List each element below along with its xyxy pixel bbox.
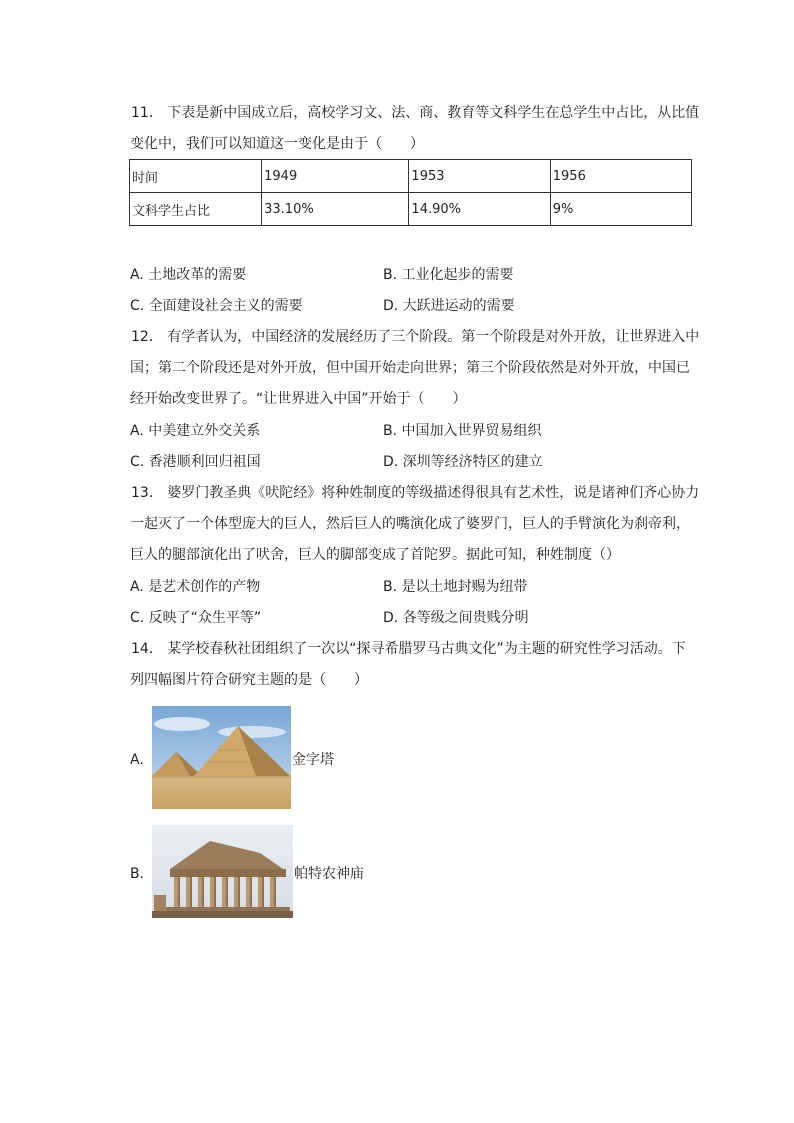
- q12-stem-line-3: 经开始改变世界了。“让世界进入中国”开始于（ ）: [130, 391, 467, 407]
- parthenon-image[interactable]: [152, 825, 293, 918]
- pyramid-image[interactable]: [152, 706, 291, 809]
- table-row: [130, 160, 692, 193]
- table-cell: 33.10%: [262, 193, 409, 226]
- q13-stem-line-3: 巨人的腿部演化出了吠舍，巨人的脚部变成了首陀罗。据此可知，种姓制度（）: [130, 547, 620, 563]
- q11-stem-line-1: 11． 下表是新中国成立后，高校学习文、法、商、教育等文科学生在总学生中占比，从比值: [131, 105, 700, 121]
- q12-stem-line-1: 12． 有学者认为，中国经济的发展经历了三个阶段。第一个阶段是对外开放，让世界进入中: [131, 329, 700, 345]
- q14-stem-line-2: 列四幅图片符合研究主题的是（ ）: [130, 672, 368, 688]
- parthenon-picture: [152, 825, 293, 918]
- q14-option-b-caption: 帕特农神庙: [294, 866, 364, 882]
- q13-option-b[interactable]: B. 是以土地封赐为纽带: [383, 579, 528, 595]
- q13-stem-line-2: 一起灭了一个体型庞大的巨人，然后巨人的嘴演化成了婆罗门，巨人的手臂演化为刹帝利，: [130, 516, 690, 532]
- q12-option-d[interactable]: D. 深圳等经济特区的建立: [383, 454, 543, 470]
- q12-stem-line-2: 国；第二个阶段还是对外开放，但中国开始走向世界；第三个阶段依然是对外开放，中国已: [130, 360, 690, 376]
- table-cell: 14.90%: [409, 193, 550, 226]
- q14-option-a-caption: 金字塔: [292, 752, 334, 768]
- table-cell: 1949: [262, 160, 409, 193]
- q11-data-table: [129, 159, 692, 226]
- q12-option-a[interactable]: A. 中美建立外交关系: [130, 423, 261, 439]
- table-cell: 1953: [409, 160, 550, 193]
- table-cell: 9%: [550, 193, 691, 226]
- q14-option-b-letter[interactable]: B.: [130, 866, 145, 882]
- q11-stem-line-2: 变化中，我们可以知道这一变化是由于（ ）: [130, 136, 424, 152]
- q13-option-c[interactable]: C. 反映了“众生平等”: [130, 610, 262, 626]
- table-row: [130, 193, 692, 226]
- q13-option-d[interactable]: D. 各等级之间贵贱分明: [383, 610, 529, 626]
- q13-option-a[interactable]: A. 是艺术创作的产物: [130, 579, 261, 595]
- q11-option-b[interactable]: B. 工业化起步的需要: [383, 267, 514, 283]
- q11-option-d[interactable]: D. 大跃进运动的需要: [383, 298, 515, 314]
- q14-stem-line-1: 14． 某学校春秋社团组织了一次以“探寻希腊罗马古典文化”为主题的研究性学习活动。下: [131, 641, 686, 657]
- table-cell: 1956: [550, 160, 691, 193]
- q13-stem-line-1: 13． 婆罗门教圣典《吠陀经》将种姓制度的等级描述得很具有艺术性，说是诸神们齐心协力: [131, 485, 700, 501]
- q14-option-a-letter[interactable]: A.: [130, 752, 144, 768]
- q11-option-c[interactable]: C. 全面建设社会主义的需要: [130, 298, 303, 314]
- q12-option-c[interactable]: C. 香港顺利回归祖国: [130, 454, 261, 470]
- table-cell: 文科学生占比: [130, 193, 262, 226]
- table-cell: 时间: [130, 160, 262, 193]
- pyramid-picture: [152, 706, 291, 809]
- q11-option-a[interactable]: A. 土地改革的需要: [130, 267, 247, 283]
- q12-option-b[interactable]: B. 中国加入世界贸易组织: [383, 423, 542, 439]
